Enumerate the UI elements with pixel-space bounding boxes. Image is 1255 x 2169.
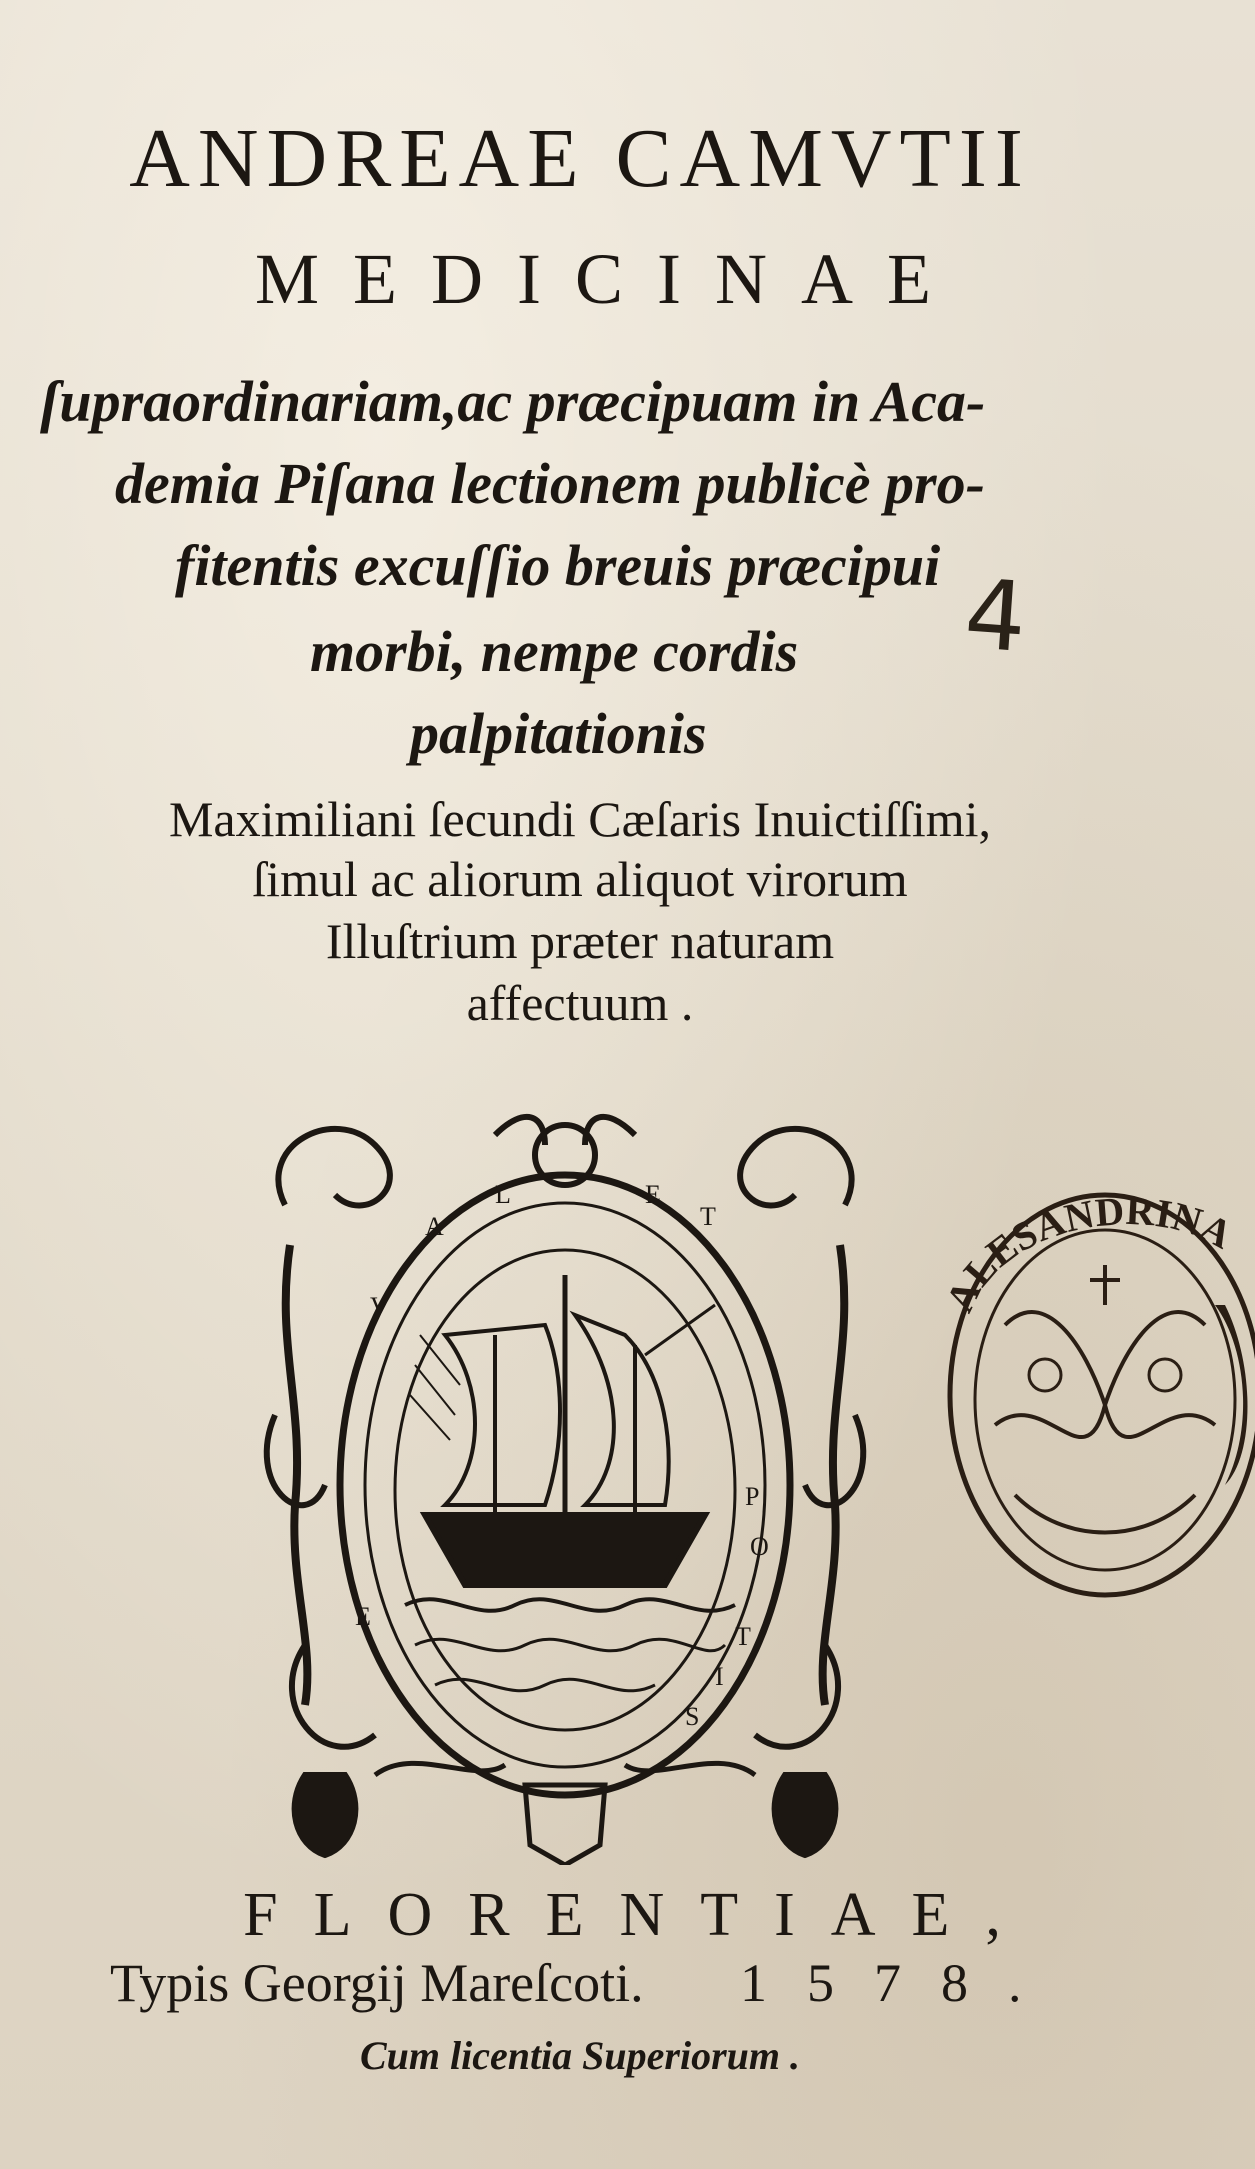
- italic-line-4: morbi, nempe cordis: [310, 619, 799, 684]
- roman-line-2: ſimul ac aliorum aliquot virorum: [252, 851, 908, 907]
- subject-line: MEDICINAE: [255, 239, 965, 319]
- italic-line-3: fitentis excuſſio breuis præcipui: [175, 533, 941, 598]
- svg-text:T: T: [735, 1622, 751, 1651]
- roman-line-1: Maximiliani ſecundi Cæſaris Inuictiſſimi,: [168, 791, 992, 847]
- imprint-year: 1578.: [740, 1953, 1062, 2013]
- svg-text:E: E: [645, 1180, 661, 1209]
- handwritten-number: 4: [961, 558, 1030, 674]
- svg-text:A: A: [425, 1212, 444, 1241]
- imprint-printer: Typis Georgij Mareſcoti.: [110, 1953, 644, 2013]
- library-ownership-stamp: [925, 1165, 1255, 1605]
- svg-text:ALESANDRINA: [937, 1188, 1240, 1319]
- italic-line-1: ſupraordinariam,ac præcipuam in Aca-: [40, 369, 986, 434]
- svg-text:V: V: [370, 1292, 389, 1321]
- imprint-city: FLORENTIAE,: [243, 1881, 1037, 1949]
- svg-text:P: P: [745, 1482, 760, 1511]
- italic-line-5: palpitationis: [410, 701, 707, 766]
- author-line: ANDREAE CAMVTII: [129, 112, 1031, 205]
- printers-device-woodcut: [245, 1085, 885, 1865]
- svg-text:L: L: [495, 1180, 511, 1209]
- license-line: Cum licentia Superiorum .: [359, 2033, 801, 2078]
- italic-line-2: demia Piſana lectionem publicè pro-: [115, 451, 985, 516]
- stamp-text: ALESANDRINA: [936, 1187, 1240, 1319]
- svg-text:S: S: [685, 1702, 700, 1731]
- svg-text:T: T: [700, 1202, 716, 1231]
- svg-text:O: O: [750, 1532, 769, 1561]
- roman-line-3: Illuſtrium præter naturam: [325, 913, 835, 969]
- roman-line-4: affectuum .: [466, 975, 694, 1031]
- svg-text:E: E: [355, 1602, 371, 1631]
- svg-text:I: I: [715, 1662, 724, 1691]
